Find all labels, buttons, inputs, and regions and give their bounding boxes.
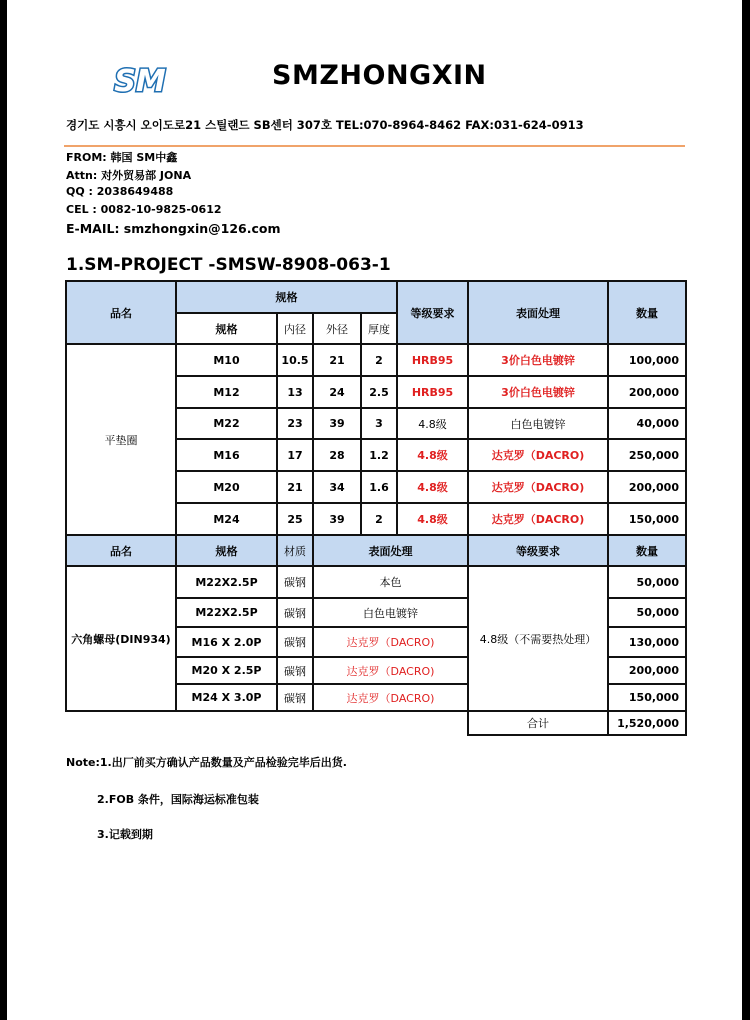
cell-inner: 17 <box>277 439 313 471</box>
header-product-2: 品名 <box>66 535 176 566</box>
cell-surface: 本色 <box>313 566 468 598</box>
cell-inner: 10.5 <box>277 344 313 376</box>
cell-spec: M20 X 2.5P <box>176 657 277 684</box>
contact-email[interactable]: E-MAIL: smzhongxin@126.com <box>66 221 281 236</box>
cell-qty: 40,000 <box>608 408 686 439</box>
header-qty: 数量 <box>608 281 686 344</box>
header-spec: 规格 <box>176 313 277 344</box>
cell-spec: M16 <box>176 439 277 471</box>
total-value: 1,520,000 <box>608 711 686 735</box>
cell-surface: 达克罗（DACRO) <box>468 503 608 535</box>
cell-outer: 28 <box>313 439 361 471</box>
cell-spec: M22 <box>176 408 277 439</box>
cell-qty: 130,000 <box>608 627 686 657</box>
order-table <box>65 280 687 736</box>
total-row <box>66 711 686 735</box>
total-label: 合计 <box>468 711 608 735</box>
cell-material: 碳钢 <box>277 566 313 598</box>
contact-cel: CEL : 0082-10-9825-0612 <box>66 203 222 216</box>
note-1: Note:1.出厂前买方确认产品数量及产品检验完毕后出货. <box>66 756 347 769</box>
cell-surface: 3价白色电镀锌 <box>468 344 608 376</box>
product-name-2: 六角螺母(DIN934) <box>66 566 176 711</box>
cell-qty: 200,000 <box>608 376 686 408</box>
cell-spec: M22X2.5P <box>176 566 277 598</box>
cell-grade: 4.8级 <box>397 471 468 503</box>
cell-surface: 3价白色电镀锌 <box>468 376 608 408</box>
cell-outer: 39 <box>313 408 361 439</box>
header-grade-2: 等级要求 <box>468 535 608 566</box>
cell-surface: 白色电镀锌 <box>313 598 468 627</box>
cell-qty: 100,000 <box>608 344 686 376</box>
cell-inner: 25 <box>277 503 313 535</box>
cell-inner: 21 <box>277 471 313 503</box>
cell-thickness: 2 <box>361 503 397 535</box>
cell-spec: M16 X 2.0P <box>176 627 277 657</box>
cell-qty: 200,000 <box>608 657 686 684</box>
header-outer: 外径 <box>313 313 361 344</box>
cell-thickness: 3 <box>361 408 397 439</box>
project-title: 1.SM-PROJECT -SMSW-8908-063-1 <box>66 255 391 275</box>
cell-qty: 200,000 <box>608 471 686 503</box>
page-edge-left <box>0 0 7 1020</box>
header-grade: 等级要求 <box>397 281 468 344</box>
cell-grade: HRB95 <box>397 344 468 376</box>
header-product: 品名 <box>66 281 176 344</box>
svg-text:SM: SM <box>114 64 166 98</box>
cell-qty: 250,000 <box>608 439 686 471</box>
cell-material: 碳钢 <box>277 627 313 657</box>
cell-thickness: 2.5 <box>361 376 397 408</box>
header-spec-group: 规格 <box>176 281 397 313</box>
header-inner: 内径 <box>277 313 313 344</box>
cell-inner: 23 <box>277 408 313 439</box>
cell-grade: 4.8级 <box>397 408 468 439</box>
cell-material: 碳钢 <box>277 684 313 711</box>
cell-surface: 达克罗（DACRO) <box>313 684 468 711</box>
cell-spec: M24 X 3.0P <box>176 684 277 711</box>
header-qty-2: 数量 <box>608 535 686 566</box>
cell-qty: 150,000 <box>608 503 686 535</box>
note-2: 2.FOB 条件，国际海运标准包装 <box>97 793 259 806</box>
contact-from: FROM: 韩国 SM中鑫 <box>66 151 178 164</box>
cell-thickness: 1.2 <box>361 439 397 471</box>
cell-outer: 24 <box>313 376 361 408</box>
header-surface: 表面处理 <box>468 281 608 344</box>
header-thickness: 厚度 <box>361 313 397 344</box>
cell-spec: M24 <box>176 503 277 535</box>
cell-outer: 21 <box>313 344 361 376</box>
cell-thickness: 2 <box>361 344 397 376</box>
header-spec-2: 规格 <box>176 535 277 566</box>
cell-outer: 34 <box>313 471 361 503</box>
cell-surface: 达克罗（DACRO) <box>468 471 608 503</box>
cell-grade: HRB95 <box>397 376 468 408</box>
company-name: SMZHONGXIN <box>272 60 487 91</box>
cell-grade: 4.8级 <box>397 503 468 535</box>
cell-material: 碳钢 <box>277 598 313 627</box>
cell-grade: 4.8级 <box>397 439 468 471</box>
contact-qq: QQ : 2038649488 <box>66 185 174 198</box>
cell-spec: M20 <box>176 471 277 503</box>
grade-merged: 4.8级（不需要热处理） <box>468 566 608 711</box>
cell-surface: 达克罗（DACRO) <box>468 439 608 471</box>
cell-surface: 白色电镀锌 <box>468 408 608 439</box>
note-3: 3.记载到期 <box>97 828 153 841</box>
contact-attn: Attn: 对外贸易部 JONA <box>66 169 192 182</box>
header-surface-2: 表面处理 <box>313 535 468 566</box>
product-name: 平垫圈 <box>66 344 176 535</box>
table-row <box>66 566 686 598</box>
table-row <box>66 344 686 376</box>
cell-spec: M10 <box>176 344 277 376</box>
header-divider <box>64 145 685 147</box>
cell-inner: 13 <box>277 376 313 408</box>
cell-qty: 150,000 <box>608 684 686 711</box>
cell-surface: 达克罗（DACRO) <box>313 627 468 657</box>
cell-thickness: 1.6 <box>361 471 397 503</box>
cell-qty: 50,000 <box>608 598 686 627</box>
company-address: 경기도 시흥시 오이도로21 스틸랜드 SB센터 307호 TEL:070-8964-8462 FAX:031-624-0913 <box>66 118 584 132</box>
page-edge-right <box>742 0 750 1020</box>
cell-spec: M22X2.5P <box>176 598 277 627</box>
cell-spec: M12 <box>176 376 277 408</box>
cell-outer: 39 <box>313 503 361 535</box>
header-material: 材质 <box>277 535 313 566</box>
cell-surface: 达克罗（DACRO) <box>313 657 468 684</box>
cell-material: 碳钢 <box>277 657 313 684</box>
sm-logo <box>110 60 170 98</box>
cell-qty: 50,000 <box>608 566 686 598</box>
